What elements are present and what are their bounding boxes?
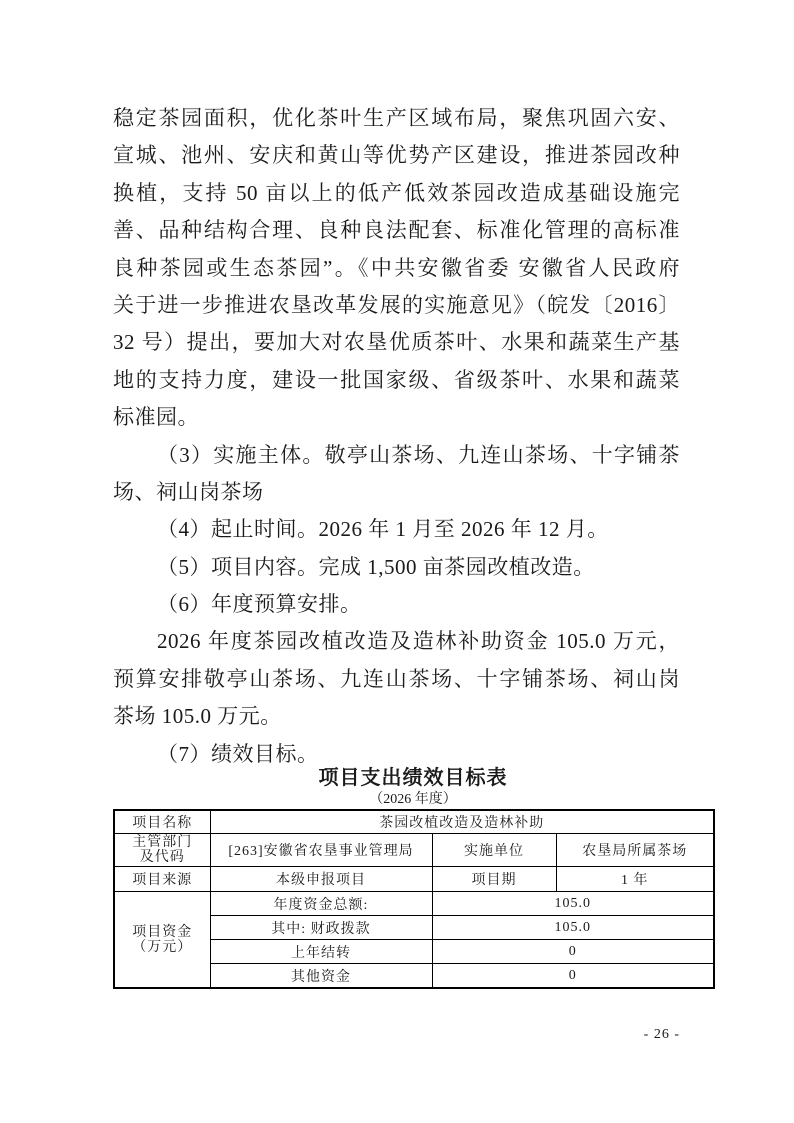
cell-project-name-label: 项目名称 <box>114 810 210 834</box>
table-title: 项目支出绩效目标表 <box>318 767 508 789</box>
cell-funds-carryover-label: 上年结转 <box>210 940 432 964</box>
table-row <box>114 892 714 916</box>
cell-impl-value: 农垦局所属茶场 <box>556 834 714 867</box>
cell-dept-value: [263]安徽省农垦事业管理局 <box>210 834 432 867</box>
body-line: 换植，支持 50 亩以上的低产低效茶园改造成基础设施完 <box>113 180 680 205</box>
cell-funds-fiscal-value: 105.0 <box>432 916 714 940</box>
cell-funds-label <box>114 892 210 989</box>
body-line: 场、祠山岗茶场 <box>113 479 264 504</box>
table-subtitle: （2026 年度） <box>369 792 457 807</box>
cell-funds-other-label: 其他资金 <box>210 964 432 989</box>
body-line: 地的支持力度，建设一批国家级、省级茶叶、水果和蔬菜 <box>113 367 680 392</box>
body-line: 宣城、池州、安庆和黄山等优势产区建设，推进茶园改种 <box>113 143 680 168</box>
body-line: 善、品种结构合理、良种良法配套、标准化管理的高标准 <box>113 218 680 243</box>
table-row <box>114 867 714 892</box>
body-line: 稳定茶园面积，优化茶叶生产区域布局，聚焦巩固六安、 <box>113 106 680 130</box>
body-line: 32 号）提出，要加大对农垦优质茶叶、水果和蔬菜生产基 <box>113 330 680 355</box>
table-row <box>114 834 714 867</box>
cell-source-label: 项目来源 <box>114 867 210 892</box>
dept-label-line1: 主管部门 <box>132 835 193 850</box>
cell-funds-total-label: 年度资金总额: <box>210 892 432 916</box>
dept-label-line2: 及代码 <box>139 850 185 865</box>
body-line: 预算安排敬亭山茶场、九连山茶场、十字铺茶场、祠山岗 <box>113 666 680 691</box>
cell-funds-other-value: 0 <box>432 964 714 989</box>
page-number: - 26 - <box>643 1027 680 1042</box>
body-text <box>113 100 680 773</box>
cell-funds-carryover-value: 0 <box>432 940 714 964</box>
body-line: 2026 年度茶园改植改造及造林补助资金 105.0 万元， <box>157 629 680 654</box>
funds-label-line2: （万元） <box>132 939 193 955</box>
table-row <box>114 810 714 834</box>
body-line: （3）实施主体。敬亭山茶场、九连山茶场、十字铺茶 <box>157 442 680 467</box>
cell-source-value: 本级申报项目 <box>210 867 432 892</box>
body-line: 标准园。 <box>113 405 199 430</box>
cell-funds-fiscal-label: 其中: 财政拨款 <box>210 916 432 940</box>
body-line: （5）项目内容。完成 1,500 亩茶园改植改造。 <box>157 554 595 579</box>
cell-period-label: 项目期 <box>432 867 556 892</box>
body-line: 茶场 105.0 万元。 <box>113 704 282 729</box>
cell-dept-label <box>114 834 210 867</box>
performance-table <box>113 809 715 989</box>
body-line: （6）年度预算安排。 <box>157 592 362 617</box>
funds-label-line1: 项目资金 <box>132 924 193 940</box>
cell-project-name-value: 茶园改植改造及造林补助 <box>210 810 714 834</box>
cell-impl-label: 实施单位 <box>432 834 556 867</box>
cell-funds-total-value: 105.0 <box>432 892 714 916</box>
body-line: （4）起止时间。2026 年 1 月至 2026 年 12 月。 <box>157 517 609 542</box>
body-line: 关于进一步推进农垦改革发展的实施意见》（皖发〔2016〕 <box>113 292 680 317</box>
body-line: 良种茶园或生态茶园”。《中共安徽省委 安徽省人民政府 <box>113 255 680 280</box>
cell-period-value: 1 年 <box>556 867 714 892</box>
body-line: （7）绩效目标。 <box>157 741 319 766</box>
